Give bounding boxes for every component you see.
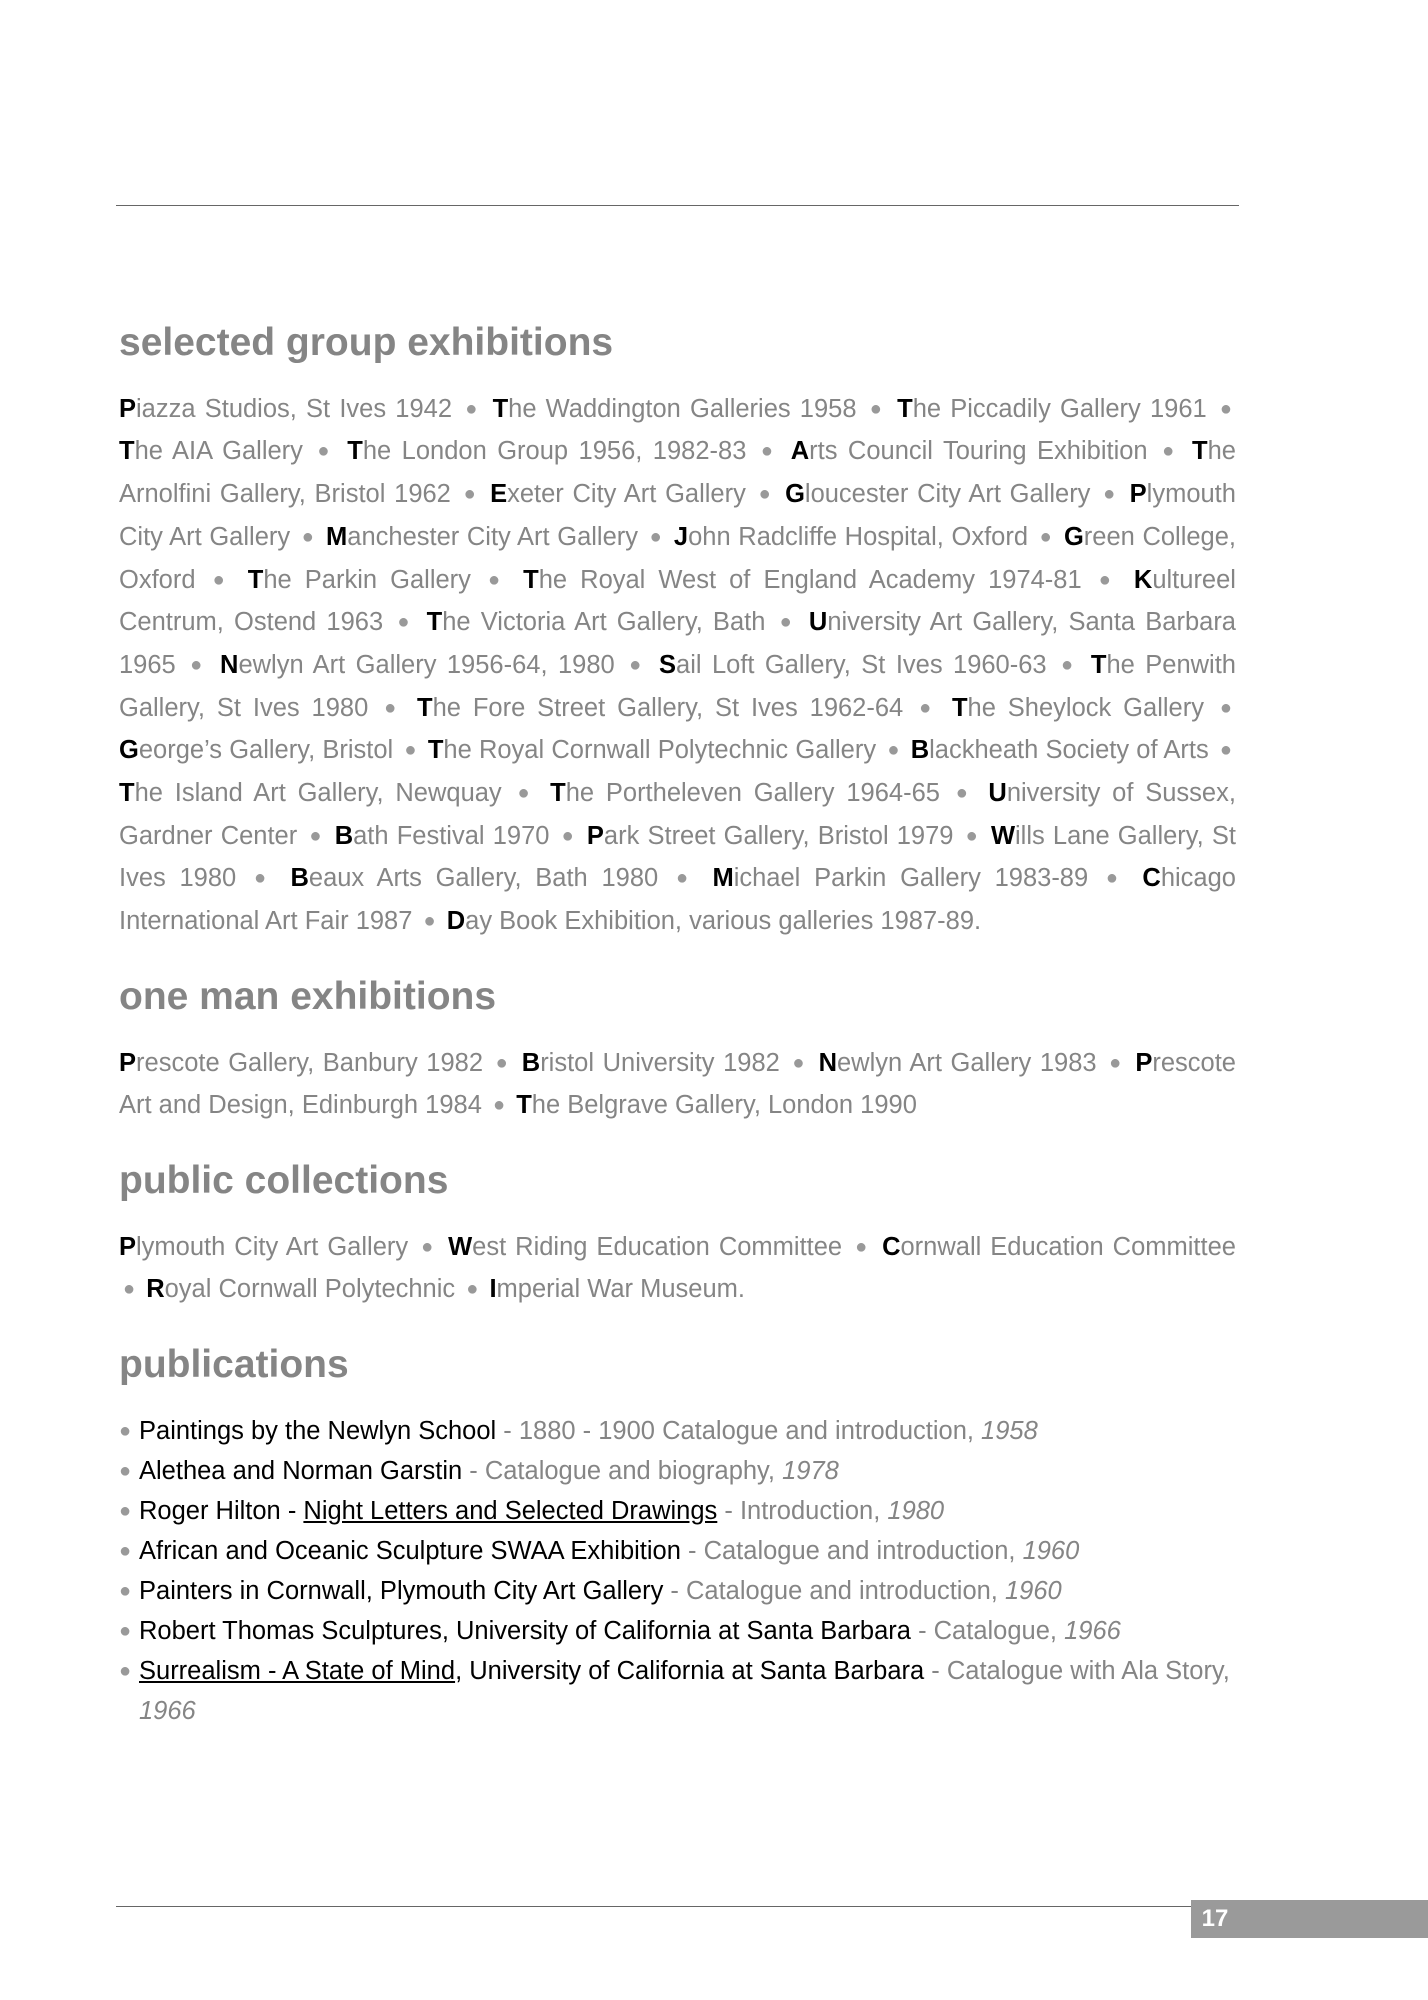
bottom-rule	[116, 1906, 1239, 1907]
heading-publications: publications	[119, 1343, 349, 1387]
bullet-separator: ●	[1219, 397, 1232, 420]
bullet-icon: ●	[119, 1459, 132, 1482]
bullet-separator: ●	[649, 525, 663, 548]
entry-item: Manchester City Art Gallery	[326, 522, 639, 551]
entry-item: Piazza Studios, St Ives 1942	[119, 394, 452, 423]
entry-item: Blackheath Society of Arts	[910, 736, 1209, 765]
publication-detail: - Catalogue and biography,	[462, 1456, 783, 1485]
group-exhibitions-list	[119, 389, 1236, 944]
publication-item	[119, 1611, 1236, 1651]
entry-item: The Waddington Galleries 1958	[492, 394, 857, 423]
publication-year: 1966	[1064, 1616, 1121, 1645]
entry-item: The Parkin Gallery	[247, 565, 471, 594]
entry-item: Kultureel Centrum, Ostend 1963	[119, 565, 1236, 637]
entry-item: Plymouth City Art Gallery	[119, 480, 1236, 551]
entry-item: Bristol University 1982	[521, 1048, 780, 1077]
bullet-separator: ●	[675, 867, 695, 890]
bullet-separator: ●	[487, 568, 507, 591]
publication-detail: - Catalogue,	[910, 1616, 1065, 1645]
publication-year: 1960	[1004, 1576, 1062, 1605]
publication-title: Paintings by the Newlyn School	[139, 1416, 497, 1445]
bullet-separator: ●	[317, 440, 333, 463]
entry-item: Michael Parkin Gallery 1983-89	[712, 864, 1089, 893]
bullet-separator: ●	[758, 483, 773, 506]
bullet-icon: ●	[119, 1499, 132, 1522]
bullet-separator: ●	[397, 611, 413, 634]
bullet-icon: ●	[119, 1659, 132, 1682]
heading-one-man-exhibitions: one man exhibitions	[119, 974, 497, 1018]
entry-item: Newlyn Art Gallery 1956-64, 1980	[220, 650, 615, 679]
bullet-separator: ●	[301, 525, 315, 548]
entry-item: Wills Lane Gallery, St Ives 1980	[119, 821, 1236, 893]
entry-item: Beaux Arts Gallery, Bath 1980	[290, 864, 659, 893]
bullet-icon: ●	[119, 1539, 132, 1562]
publication-title: African and Oceanic Sculpture SWAA Exhibition	[139, 1536, 681, 1565]
entry-item: The Fore Street Gallery, St Ives 1962-64	[416, 693, 904, 722]
entry-item: Chicago International Art Fair 1987	[119, 864, 1236, 936]
publication-year: 1978	[782, 1456, 839, 1485]
entry-item: Day Book Exhibition, various galleries 1987-89.	[446, 907, 982, 936]
publication-year: 1980	[887, 1496, 945, 1525]
publication-detail: - Catalogue and introduction,	[680, 1536, 1023, 1565]
publication-item	[119, 1451, 1236, 1491]
entry-item: Imperial War Museum.	[489, 1275, 745, 1304]
bullet-separator: ●	[869, 397, 884, 420]
bullet-separator: ●	[1103, 483, 1117, 506]
publication-title: Alethea and Norman Garstin	[139, 1456, 463, 1485]
publication-item	[119, 1531, 1236, 1571]
entry-item: George’s Gallery, Bristol	[119, 736, 394, 765]
bullet-separator: ●	[190, 653, 206, 676]
bullet-icon: ●	[119, 1579, 132, 1602]
bullet-icon: ●	[119, 1619, 132, 1642]
bullet-separator: ●	[855, 1235, 870, 1258]
entry-item: Newlyn Art Gallery 1983	[818, 1048, 1097, 1077]
bullet-separator: ●	[1109, 1051, 1123, 1074]
bullet-separator: ●	[955, 782, 973, 805]
publication-title: Robert Thomas Sculptures, University of California at Santa Barbara	[139, 1616, 911, 1645]
entry-item: Arts Council Touring Exhibition	[790, 437, 1148, 466]
bullet-separator: ●	[384, 696, 402, 719]
entry-item: The Penwith Gallery, St Ives 1980	[119, 650, 1236, 722]
entry-item: The AIA Gallery	[119, 437, 303, 466]
entry-item: The Belgrave Gallery, London 1990	[516, 1091, 917, 1120]
one-man-exhibitions-list	[119, 1043, 1236, 1128]
bullet-separator: ●	[1219, 696, 1232, 719]
publication-title: , University of California at Santa Barbara	[455, 1656, 925, 1685]
entry-item: The Victoria Art Gallery, Bath	[426, 608, 766, 637]
bullet-separator: ●	[887, 739, 900, 762]
entry-item: The Portheleven Gallery 1964-65	[550, 779, 940, 808]
bullet-separator: ●	[1219, 739, 1232, 762]
publication-detail: - Catalogue with Ala Story,	[924, 1656, 1230, 1685]
bullet-separator: ●	[495, 1051, 510, 1074]
entry-item: Exeter City Art Gallery	[490, 480, 746, 509]
entry-item: John Radcliffe Hospital, Oxford	[673, 522, 1029, 551]
bullet-separator: ●	[1061, 653, 1077, 676]
bullet-separator: ●	[1098, 568, 1117, 591]
bullet-separator: ●	[919, 696, 937, 719]
entry-item: The London Group 1956, 1982-83	[347, 437, 747, 466]
publication-detail: - Introduction,	[717, 1496, 888, 1525]
entry-item: Plymouth City Art Gallery	[119, 1232, 409, 1261]
entry-item: The Sheylock Gallery	[951, 693, 1204, 722]
publication-item	[119, 1571, 1236, 1611]
bullet-separator: ●	[517, 782, 535, 805]
entry-item: Sail Loft Gallery, St Ives 1960-63	[659, 650, 1047, 679]
entry-item: The Island Art Gallery, Newquay	[119, 779, 502, 808]
entry-item: Gloucester City Art Gallery	[785, 480, 1091, 509]
bullet-separator: ●	[1039, 525, 1053, 548]
bullet-separator: ●	[423, 910, 436, 933]
bullet-separator: ●	[792, 1051, 806, 1074]
bullet-separator: ●	[629, 653, 645, 676]
bullet-separator: ●	[965, 824, 979, 847]
publication-item	[119, 1411, 1236, 1451]
bullet-separator: ●	[253, 867, 273, 890]
entry-item: Prescote Art and Design, Edinburgh 1984	[119, 1048, 1236, 1120]
bullet-separator: ●	[1162, 440, 1178, 463]
bullet-separator: ●	[404, 739, 417, 762]
publication-detail: - 1880 - 1900 Catalogue and introduction,	[496, 1416, 982, 1445]
publication-year: 1966	[139, 1696, 196, 1725]
entry-item: Park Street Gallery, Bristol 1979	[586, 821, 954, 850]
entry-item: Royal Cornwall Polytechnic	[146, 1275, 456, 1304]
publication-year: 1958	[981, 1416, 1038, 1445]
bullet-separator: ●	[466, 1278, 479, 1301]
bullet-separator: ●	[463, 483, 478, 506]
bullet-separator: ●	[493, 1094, 506, 1117]
heading-group-exhibitions: selected group exhibitions	[119, 321, 614, 364]
publication-detail: - Catalogue and introduction,	[663, 1576, 1005, 1605]
bullet-separator: ●	[779, 611, 795, 634]
entry-item: The Arnolfini Gallery, Bristol 1962	[119, 437, 1236, 509]
publication-item	[119, 1491, 1236, 1531]
bullet-separator: ●	[561, 824, 575, 847]
page-content	[119, 318, 1236, 1731]
publications-list	[119, 1411, 1236, 1731]
bullet-separator: ●	[309, 824, 323, 847]
page-number: 17	[1201, 1905, 1229, 1932]
bullet-separator: ●	[1105, 867, 1125, 890]
entry-item: Prescote Gallery, Banbury 1982	[119, 1048, 484, 1077]
entry-item: The Royal Cornwall Polytechnic Gallery	[427, 736, 877, 765]
top-rule	[116, 205, 1239, 206]
entry-item: West Riding Education Committee	[448, 1232, 843, 1261]
entry-item: Green College, Oxford	[119, 522, 1237, 594]
bullet-separator: ●	[465, 397, 480, 420]
entry-item: The Royal West of England Academy 1974-81	[523, 565, 1082, 594]
publication-item	[119, 1651, 1236, 1731]
publication-title: Painters in Cornwall, Plymouth City Art Gallery	[139, 1576, 664, 1605]
publication-title: Roger Hilton -	[139, 1496, 304, 1525]
bullet-separator: ●	[212, 568, 231, 591]
entry-item: University of Sussex, Gardner Center	[119, 779, 1236, 850]
heading-public-collections: public collections	[119, 1158, 449, 1202]
publication-year: 1960	[1022, 1536, 1080, 1565]
entry-item: Cornwall Education Committee	[882, 1232, 1236, 1261]
entry-item: The Piccadily Gallery 1961	[897, 394, 1207, 423]
public-collections-list	[119, 1227, 1236, 1312]
bullet-icon: ●	[119, 1419, 132, 1442]
bullet-separator: ●	[760, 440, 777, 463]
publication-title: Night Letters and Selected Drawings	[303, 1496, 718, 1525]
publication-title: Surrealism - A State of Mind	[139, 1656, 456, 1685]
entry-item: University Art Gallery, Santa Barbara 1965	[119, 608, 1236, 679]
bullet-separator: ●	[123, 1278, 136, 1301]
bullet-separator: ●	[421, 1235, 436, 1258]
entry-item: Bath Festival 1970	[334, 821, 550, 850]
